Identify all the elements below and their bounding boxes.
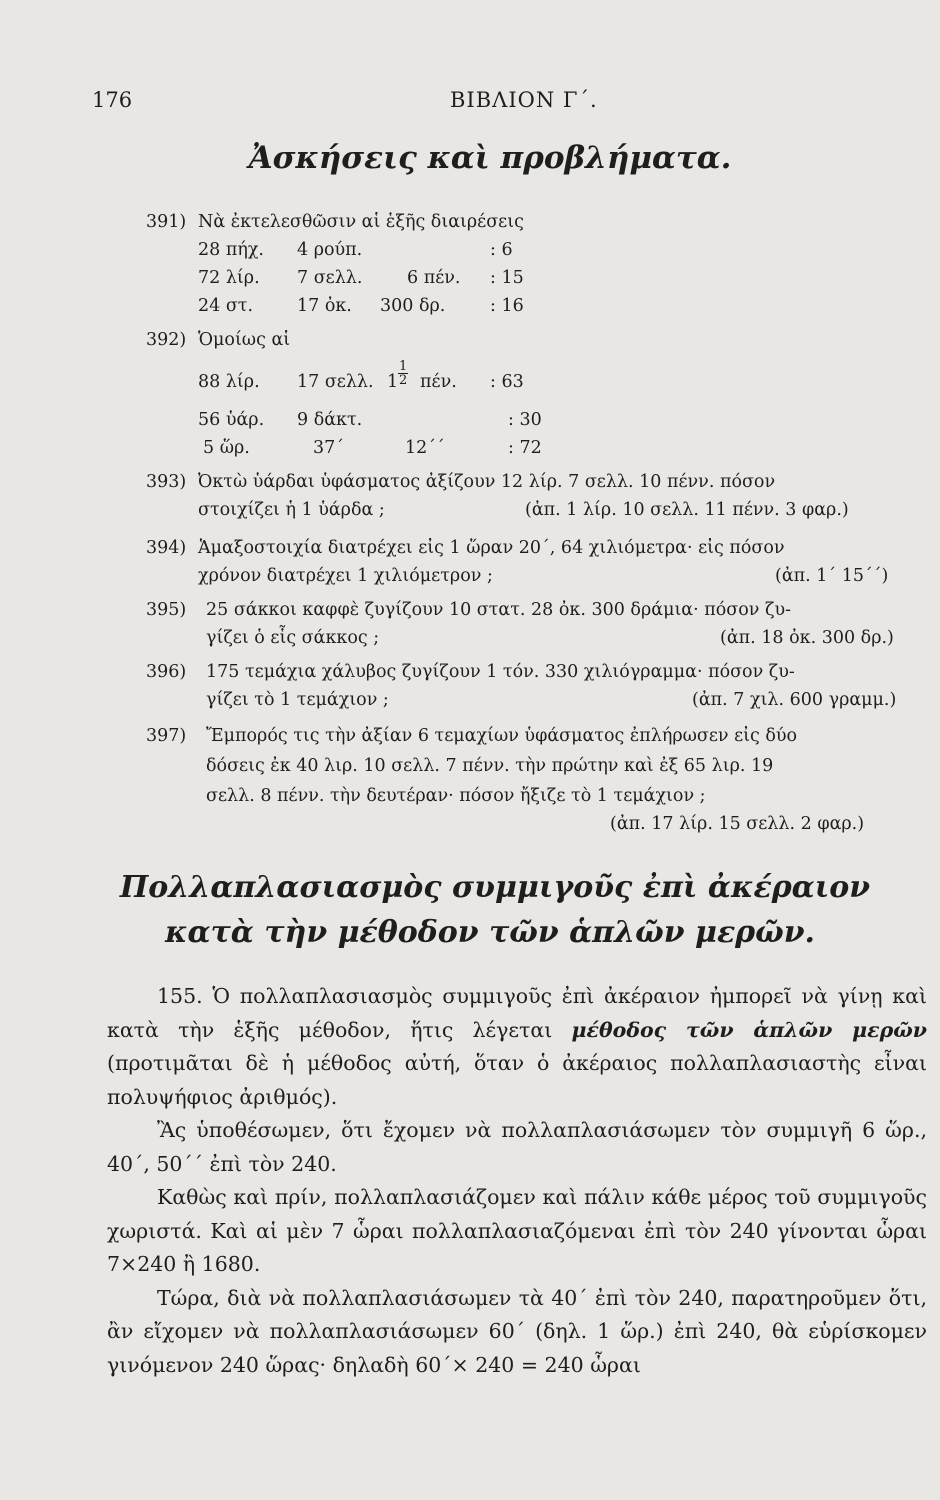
paragraph: Καθὼς καὶ πρίν, πολλαπλασιάζομεν καὶ πάλιν κάθε μέρος τοῦ συμμιγοῦς χωριστά. Καὶ αἱ μὲν 7 ὧραι πολλαπλασιαζόμεναι ἐπὶ τὸν 240 γίνονται ὧραι 7×240 ἢ 1680.	[107, 1185, 927, 1276]
exercise-number: 396)	[146, 662, 187, 682]
answer: (ἀπ. 17 λίρ. 15 σελλ. 2 φαρ.)	[610, 814, 865, 834]
exercise-number: 394)	[146, 538, 187, 558]
fraction: $\frac{1}{2}$	[399, 359, 408, 388]
answer: (ἀπ. 18 ὀκ. 300 δρ.)	[720, 628, 894, 648]
answer: (ἀπ. 1 λίρ. 10 σελλ. 11 πένν. 3 φαρ.)	[525, 500, 849, 520]
paragraph: Τώρα, διὰ νὰ πολλαπλασιάσωμεν τὰ 40΄ ἐπὶ τὸν 240, παρατηροῦμεν ὅτι, ἂν εἴχομεν νὰ πολλαπλασιάσωμεν 60΄ (δηλ. 1 ὥρ.) ἐπὶ 240, θὰ εὑρίσκομεν γινόμενον 240 ὥρας· δηλαδὴ 60΄× 240 = 240 ὧραι	[107, 1285, 927, 1377]
running-title: ΒΙΒΛΙΟΝ Γ΄.	[450, 88, 598, 112]
paragraph: Ἂς ὑποθέσωμεν, ὅτι ἔχομεν νὰ πολλαπλασιάσωμεν τὸν συμμιγῆ 6 ὥρ., 40΄, 50΄΄ ἐπὶ τὸν 240.	[107, 1118, 927, 1176]
body-text	[107, 980, 927, 1382]
section-title-line2: κατὰ τὴν μέθοδον τῶν ἁπλῶν μερῶν.	[165, 915, 815, 950]
page-number: 176	[92, 88, 133, 112]
paragraph-number: 155.	[157, 984, 203, 1008]
exercise-text: Νὰ ἐκτελεσθῶσιν αἱ ἑξῆς διαιρέσεις	[198, 212, 524, 232]
answer: (ἀπ. 7 χιλ. 600 γραμμ.)	[692, 690, 897, 710]
exercise-number: 392)	[146, 330, 187, 350]
exercise-number: 395)	[146, 600, 187, 620]
section-title-exercises: Ἀσκήσεις καὶ προβλήματα.	[248, 140, 732, 176]
emphasized-term: μέθοδος τῶν ἁπλῶν μερῶν	[571, 1017, 927, 1042]
book-page: 176 ΒΙΒΛΙΟΝ Γ΄. Ἀσκήσεις καὶ προβλήματα. 391) Νὰ ἐκτελεσθῶσιν αἱ ἑξῆς διαιρέσεις 28 πήχ. 4 ρούπ. : 6 72 λίρ. 7 σελλ. 6 πέν. : 15 24 στ. 17 ὀκ. 300 δρ. : 16 392) Ὁμοίως αἱ 88 λίρ. 17 σελλ. 1 $\frac{1}{2}$ πέν. : 63 56 ὑάρ. 9 δάκτ. : 30 5 ὥρ. 37΄ 12΄΄ : 72 393) Ὀκτὼ ὑάρδαι ὑφάσματος ἀξίζουν 12 λίρ. 7 σελλ. 10 πένν. πόσον στοιχίζει ἡ 1 ὑάρδα ; (ἀπ. 1 λίρ. 10 σελλ. 11 πένν. 3 φαρ.) 394) Ἁμαξοστοιχία διατρέχει εἰς 1 ὥραν 20΄, 64 χιλιόμετρα· εἰς πόσον χρόνον διατρέχει 1 χιλιόμετρον ; (ἀπ. 1΄ 15΄΄) 395) 25 σάκκοι καφφὲ ζυγίζουν 10 στατ. 28 ὀκ. 300 δράμια· πόσον ζυ- γίζει ὁ εἷς σάκκος ; (ἀπ. 18 ὀκ. 300 δρ.) 396) 175 τεμάχια χάλυβος ζυγίζουν 1 τόν. 330 χιλιόγραμμα· πόσον ζυ- γίζει τὸ 1 τεμάχιον ; (ἀπ. 7 χιλ. 600 γραμμ.) 397) Ἔμπορός τις τὴν ἀξίαν 6 τεμαχίων ὑφάσματος ἐπλήρωσεν εἰς δύο δόσεις ἐκ 40 λιρ. 10 σελλ. 7 πένν. τὴν πρώτην καὶ ἐξ 65 λιρ. 19 σελλ. 8 πένν. τὴν δευτέραν· πόσον ἤξιζε τὸ 1 τεμάχιον ; (ἀπ. 17 λίρ. 15 σελλ. 2 φαρ.) Πολλαπλασιασμὸς συμμιγοῦς ἐπὶ ἀκέραιον κατὰ τὴν μέθοδον τῶν ἁπλῶν μερῶν. 155. Ὁ πολλαπλασιασμὸς συμμιγοῦς ἐπὶ ἀκέραιον ἠμπορεῖ νὰ γίνῃ καὶ κατὰ τὴν ἑξῆς μέθοδον, ἥτις λέγεται μέθοδος τῶν ἁπλῶν μερῶν (προτιμᾶται δὲ ἡ μέθοδος αὐτή, ὅταν ὁ ἀκέραιος πολλαπλασιαστὴς εἶναι πολυψήφιος ἀριθμός). Ἂς ὑποθέσωμεν, ὅτι ἔχομεν νὰ πολλαπλασιάσωμεν τὸν συμμιγῆ 6 ὥρ., 40΄, 50΄΄ ἐπὶ τὸν 240. Καθὼς καὶ πρίν, πολλαπλασιάζομεν καὶ πάλιν κάθε μέρος τοῦ συμμιγοῦς χωριστά. Καὶ αἱ μὲν 7 ὧραι πολλαπλασιαζόμεναι ἐπὶ τὸν 240 γίνονται ὧραι 7×240 ἢ 1680. Τώρα, διὰ νὰ πολλαπλασιάσωμεν τὰ 40΄ ἐπὶ τὸν 240, παρατηροῦμεν ὅτι, ἂν εἴχομεν νὰ πολλαπλασιάσωμεν 60΄ (δηλ. 1 ὥρ.) ἐπὶ 240, θὰ εὑρίσκομεν γινόμενον 240 ὥρας· δηλαδὴ 60΄× 240 = 240 ὧραι	[0, 0, 940, 1500]
exercise-number: 391)	[146, 212, 187, 232]
exercise-text: Ὁμοίως αἱ	[198, 330, 291, 350]
paragraph-155: 155. Ὁ πολλαπλασιασμὸς συμμιγοῦς ἐπὶ ἀκέραιον ἠμπορεῖ νὰ γίνῃ καὶ κατὰ τὴν ἑξῆς μέθοδον, ἥτις λέγεται μέθοδος τῶν ἁπλῶν μερῶν (προτιμᾶται δὲ ἡ μέθοδος αὐτή, ὅταν ὁ ἀκέραιος πολλαπλασιαστὴς εἶναι πολυψήφιος ἀριθμός).	[107, 984, 927, 1109]
exercise-number: 397)	[146, 726, 187, 746]
answer: (ἀπ. 1΄ 15΄΄)	[775, 566, 889, 586]
exercise-number: 393)	[146, 472, 187, 492]
section-title-line1: Πολλαπλασιασμὸς συμμιγοῦς ἐπὶ ἀκέραιον	[119, 870, 871, 905]
